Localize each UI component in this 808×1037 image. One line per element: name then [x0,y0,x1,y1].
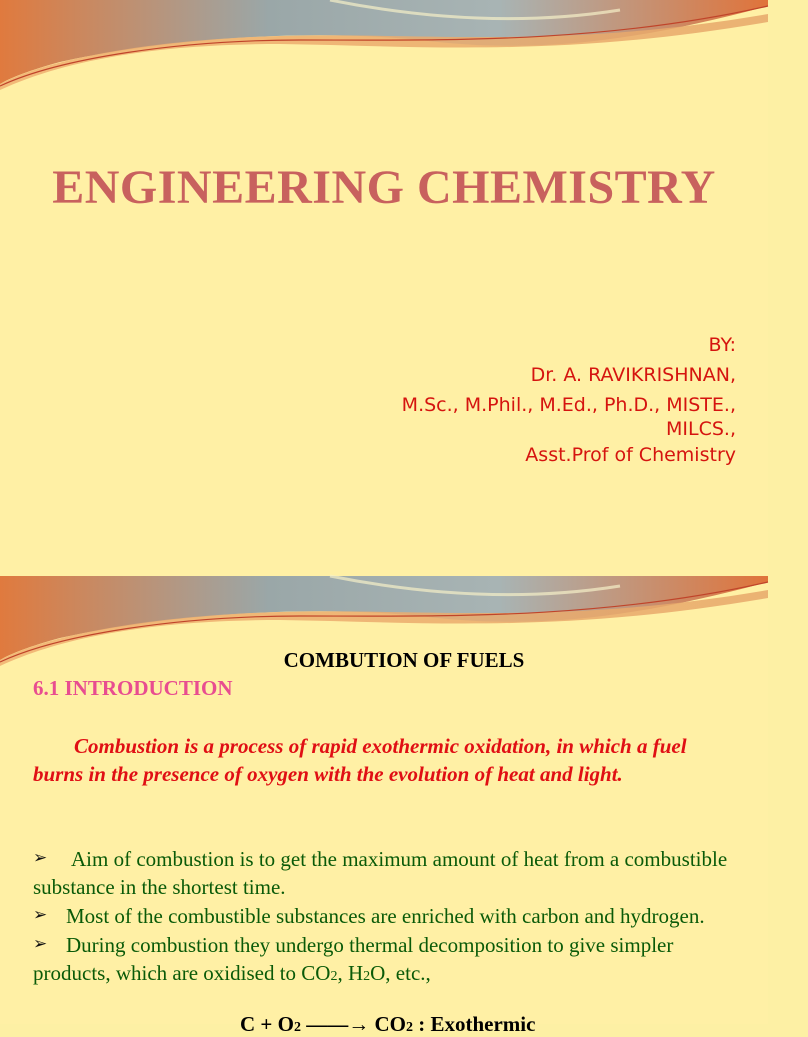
author-position: Asst.Prof of Chemistry [525,444,736,466]
bullet-text: Most of the combustible substances are enriched with carbon and hydrogen. [66,904,705,928]
bullet-list [33,844,733,991]
by-label: BY: [708,334,736,356]
chemical-equation [240,1012,535,1037]
subscript: 2 [363,969,371,984]
bullet-text: O, etc., [370,961,431,985]
definition-text: Combustion is a process of rapid exothermic oxidation, in which a fuel burns in the presence of oxygen with the evolution of heat and light. [33,734,687,786]
equation-lhs: C + O [240,1012,294,1036]
bullet-text: Aim of combustion is to get the maximum amount of heat from a combustible substance in the shortest time. [33,847,728,899]
equation-rhs: CO [374,1012,406,1036]
arrow-bullet-icon: ➢ [33,905,48,925]
author-degrees: M.Sc., M.Phil., M.Ed., Ph.D., MISTE., [401,394,736,416]
section-heading: 6.1 INTRODUCTION [33,676,233,700]
equation-note: : Exothermic [412,1012,536,1036]
content-slide [0,576,768,1036]
bullet-text: , H [337,961,364,985]
slide-title: COMBUTION OF FUELS [283,648,525,672]
subscript: 2 [293,1020,301,1035]
bullet-text: During combustion they undergo thermal decomposition to give simpler products, which are oxidised to CO [33,933,674,985]
list-item [33,844,733,901]
subscript: 2 [330,969,338,984]
presentation-title: ENGINEERING CHEMISTRY [52,161,716,214]
reaction-arrow: ——→ [306,1012,370,1036]
subscript: 2 [405,1020,413,1035]
author-name: Dr. A. RAVIKRISHNAN, [530,364,736,386]
list-item [33,901,733,930]
list-item [33,930,733,991]
arrow-bullet-icon: ➢ [33,848,48,868]
arrow-bullet-icon: ➢ [33,934,48,954]
decorative-wave-header [0,0,768,90]
author-byline [402,330,736,470]
author-degrees-continued: MILCS., [666,418,736,440]
definition-paragraph [33,732,733,788]
